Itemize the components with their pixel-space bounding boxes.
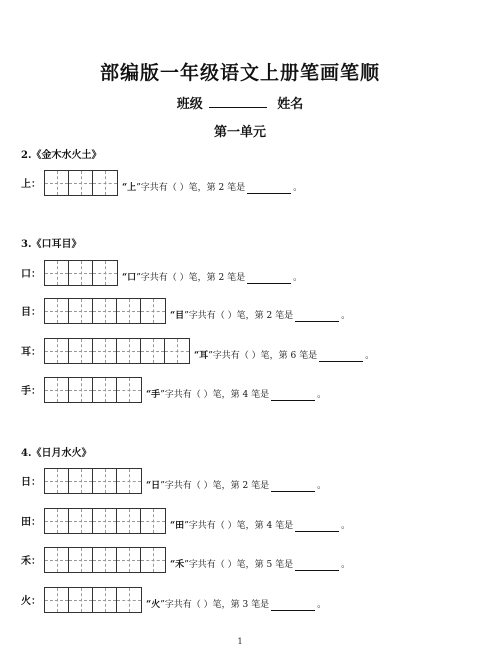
- answer-blank[interactable]: [295, 311, 339, 322]
- section-heading: 2.《金木水火土》: [21, 150, 102, 161]
- character-label: 目：: [21, 307, 41, 318]
- answer-blank[interactable]: [295, 560, 339, 571]
- name-label: 姓名: [277, 97, 304, 112]
- question-character: “目: [170, 311, 185, 321]
- question-end: 。: [293, 183, 303, 193]
- question-end: 。: [317, 600, 327, 610]
- answer-blank[interactable]: [271, 481, 315, 492]
- question-character: “火: [146, 600, 161, 610]
- question-character: “田: [170, 521, 185, 531]
- stroke-question: [170, 308, 350, 322]
- section-heading: 4.《日月水火》: [21, 448, 92, 459]
- answer-blank[interactable]: [247, 183, 291, 194]
- writing-cell[interactable]: [93, 548, 117, 572]
- exercise-row: [21, 506, 350, 534]
- exercise-row: [21, 585, 326, 613]
- writing-cell[interactable]: [69, 548, 93, 572]
- writing-cell[interactable]: [93, 261, 117, 285]
- section-heading: 3.《口耳目》: [21, 239, 82, 250]
- tianzige-grid[interactable]: [44, 298, 166, 324]
- exercise-row: [21, 545, 350, 573]
- writing-cell[interactable]: [45, 261, 69, 285]
- question-character: “上: [122, 183, 137, 193]
- question-character: “手: [146, 390, 161, 400]
- character-label: 日：: [21, 477, 41, 488]
- question-text: ”字共有（ ）笔，第 2 笔是: [184, 311, 294, 321]
- writing-cell[interactable]: [117, 339, 141, 363]
- writing-cell[interactable]: [117, 509, 141, 533]
- writing-cell[interactable]: [117, 469, 141, 493]
- writing-cell[interactable]: [93, 588, 117, 612]
- tianzige-grid[interactable]: [44, 468, 142, 494]
- writing-cell[interactable]: [69, 299, 93, 323]
- writing-cell[interactable]: [69, 509, 93, 533]
- writing-cell[interactable]: [93, 378, 117, 402]
- writing-cell[interactable]: [45, 299, 69, 323]
- answer-blank[interactable]: [319, 351, 363, 362]
- class-blank[interactable]: [209, 97, 267, 108]
- tianzige-grid[interactable]: [44, 508, 166, 534]
- question-text: ”字共有（ ）笔，第 5 笔是: [184, 560, 294, 570]
- exercise-row: [21, 168, 302, 196]
- writing-cell[interactable]: [45, 378, 69, 402]
- writing-cell[interactable]: [69, 171, 93, 195]
- page-number: 1: [237, 637, 243, 646]
- question-text: ”字共有（ ）笔，第 6 笔是: [208, 351, 318, 361]
- stroke-question: [194, 348, 374, 362]
- character-label: 手：: [21, 386, 41, 397]
- question-character: “日: [146, 481, 161, 491]
- writing-cell[interactable]: [69, 378, 93, 402]
- writing-cell[interactable]: [45, 588, 69, 612]
- character-label: 火：: [21, 596, 41, 607]
- stroke-question: [170, 518, 350, 532]
- writing-cell[interactable]: [69, 588, 93, 612]
- question-text: ”字共有（ ）笔，第 2 笔是: [136, 273, 246, 283]
- answer-blank[interactable]: [247, 273, 291, 284]
- question-character: “口: [122, 273, 137, 283]
- question-text: ”字共有（ ）笔，第 4 笔是: [184, 521, 294, 531]
- question-end: 。: [293, 273, 303, 283]
- stroke-question: [146, 478, 326, 492]
- character-label: 田：: [21, 517, 41, 528]
- writing-cell[interactable]: [93, 509, 117, 533]
- tianzige-grid[interactable]: [44, 547, 166, 573]
- writing-cell[interactable]: [117, 378, 141, 402]
- writing-cell[interactable]: [141, 509, 165, 533]
- exercise-row: [21, 336, 374, 364]
- character-label: 口：: [21, 269, 41, 280]
- stroke-question: [122, 270, 302, 284]
- exercise-row: [21, 296, 350, 324]
- answer-blank[interactable]: [271, 390, 315, 401]
- stroke-question: [122, 180, 302, 194]
- tianzige-grid[interactable]: [44, 170, 118, 196]
- question-text: ”字共有（ ）笔，第 3 笔是: [160, 600, 270, 610]
- question-character: “耳: [194, 351, 209, 361]
- writing-cell[interactable]: [69, 261, 93, 285]
- question-end: 。: [317, 481, 327, 491]
- tianzige-grid[interactable]: [44, 587, 142, 613]
- stroke-question: [170, 557, 350, 571]
- writing-cell[interactable]: [69, 339, 93, 363]
- writing-cell[interactable]: [93, 469, 117, 493]
- question-end: 。: [341, 311, 351, 321]
- question-end: 。: [317, 390, 327, 400]
- class-label: 班级: [176, 97, 203, 112]
- writing-cell[interactable]: [45, 469, 69, 493]
- tianzige-grid[interactable]: [44, 338, 190, 364]
- answer-blank[interactable]: [295, 521, 339, 532]
- question-end: 。: [365, 351, 375, 361]
- writing-cell[interactable]: [141, 339, 165, 363]
- writing-cell[interactable]: [45, 548, 69, 572]
- writing-cell[interactable]: [117, 299, 141, 323]
- exercise-row: [21, 466, 326, 494]
- page-title: 部编版一年级语文上册笔画笔顺: [99, 62, 380, 84]
- tianzige-grid[interactable]: [44, 260, 118, 286]
- writing-cell[interactable]: [45, 171, 69, 195]
- writing-cell[interactable]: [93, 171, 117, 195]
- question-end: 。: [341, 560, 351, 570]
- class-name-line: [0, 93, 480, 112]
- writing-cell[interactable]: [45, 339, 69, 363]
- question-end: 。: [341, 521, 351, 531]
- writing-cell[interactable]: [45, 509, 69, 533]
- writing-cell[interactable]: [69, 469, 93, 493]
- writing-cell[interactable]: [93, 299, 117, 323]
- stroke-question: [146, 597, 326, 611]
- question-text: ”字共有（ ）笔，第 4 笔是: [160, 390, 270, 400]
- tianzige-grid[interactable]: [44, 377, 142, 403]
- answer-blank[interactable]: [271, 600, 315, 611]
- question-text: ”字共有（ ）笔，第 2 笔是: [136, 183, 246, 193]
- question-text: ”字共有（ ）笔，第 2 笔是: [160, 481, 270, 491]
- stroke-question: [146, 387, 326, 401]
- writing-cell[interactable]: [117, 588, 141, 612]
- writing-cell[interactable]: [117, 548, 141, 572]
- writing-cell[interactable]: [141, 299, 165, 323]
- character-label: 上：: [21, 179, 41, 190]
- unit-title: 第一单元: [213, 125, 266, 140]
- question-character: “禾: [170, 560, 185, 570]
- character-label: 禾：: [21, 556, 41, 567]
- writing-cell[interactable]: [93, 339, 117, 363]
- writing-cell[interactable]: [141, 548, 165, 572]
- character-label: 耳：: [21, 347, 41, 358]
- exercise-row: [21, 258, 302, 286]
- writing-cell[interactable]: [165, 339, 189, 363]
- exercise-row: [21, 375, 326, 403]
